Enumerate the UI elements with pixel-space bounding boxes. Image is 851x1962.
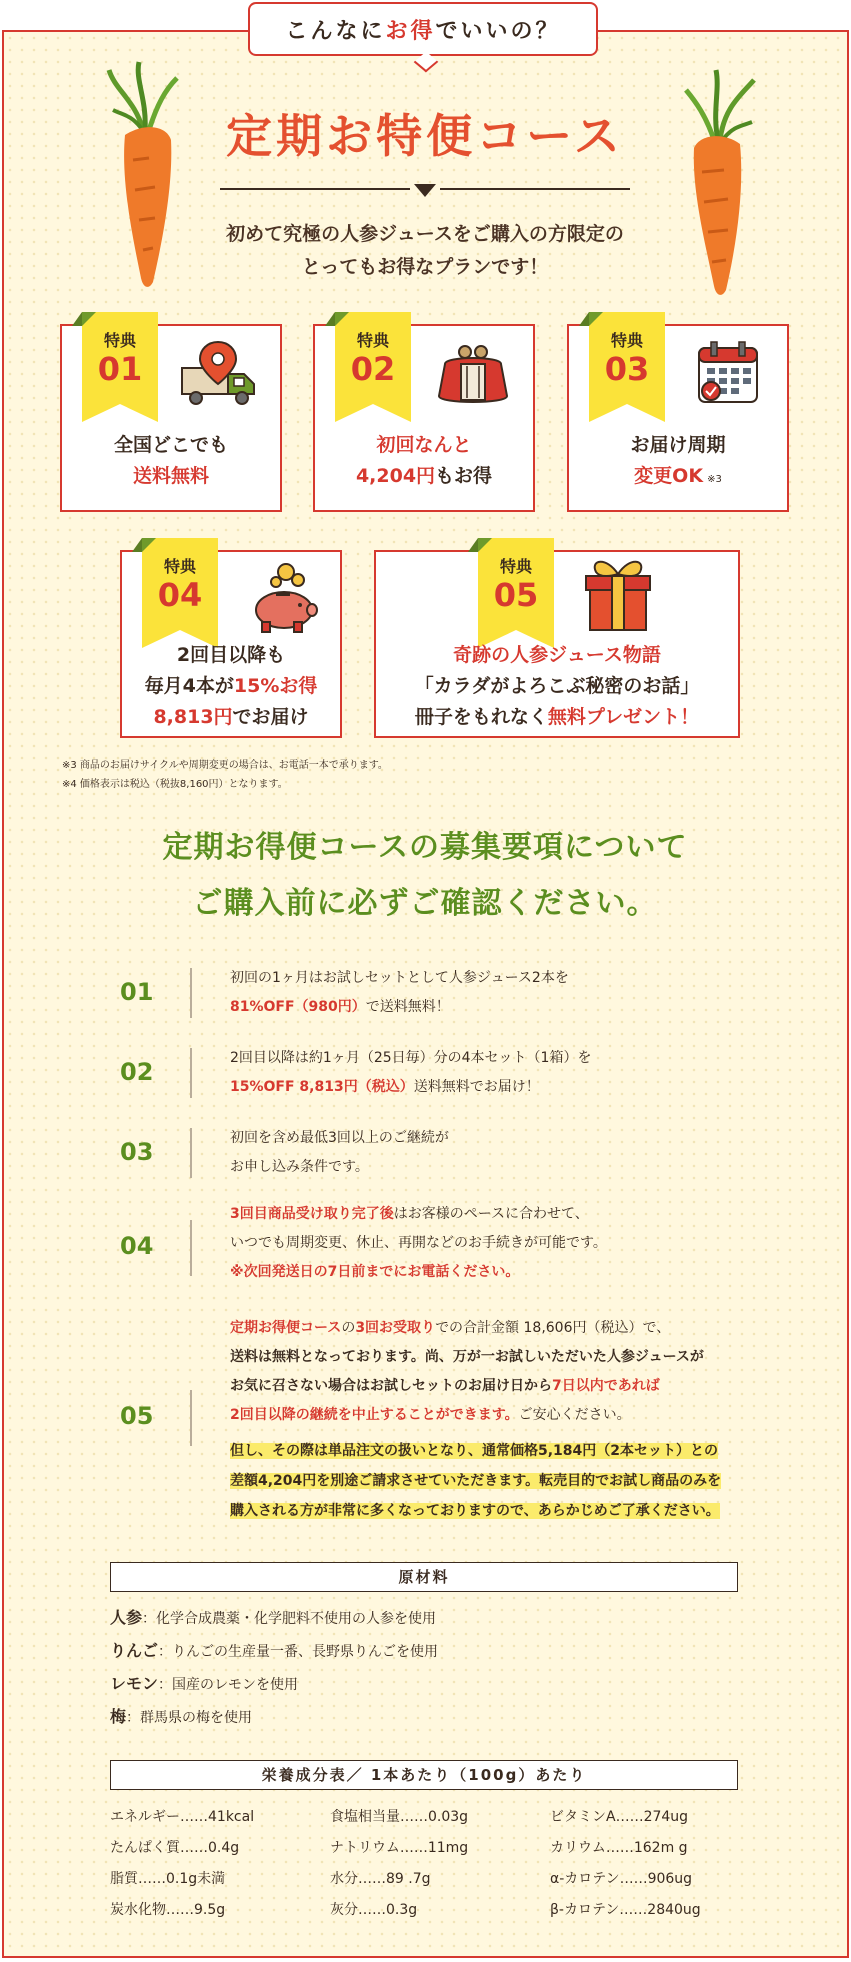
benefit-highlight: 送料無料 bbox=[132, 465, 209, 487]
condition-highlight: 3回お受取り bbox=[355, 1320, 436, 1336]
condition-line: お気に召さない場合はお試しセットのお届け日から bbox=[230, 1378, 552, 1394]
benefit-line-end: もお得 bbox=[435, 465, 493, 487]
ingredient-desc: ：国産のレモンを使用 bbox=[158, 1677, 299, 1693]
benefit-card-04 bbox=[120, 550, 342, 738]
ribbon-label: 特典 bbox=[103, 331, 136, 350]
subtitle-line-1: 初めて究極の人参ジュースをご購入の方限定の bbox=[226, 223, 624, 245]
benefit-highlight: 変更OK bbox=[634, 465, 704, 487]
ingredient-name: レモン bbox=[110, 1674, 159, 1693]
ribbon-number: 01 bbox=[97, 350, 143, 388]
benefit-card-05 bbox=[374, 550, 740, 738]
condition-01 bbox=[110, 964, 790, 1028]
benefit-highlight: 15%お得 bbox=[233, 675, 318, 697]
condition-highlight: 3回目商品受け取り完了後 bbox=[230, 1206, 394, 1222]
benefit-line: 冊子をもれなく bbox=[414, 706, 548, 728]
condition-line: の bbox=[341, 1320, 356, 1336]
condition-number: 05 bbox=[120, 1402, 154, 1430]
benefit-line: 初回なんと bbox=[376, 434, 472, 456]
course-title: 定期お特便コース bbox=[226, 109, 624, 163]
ribbon-number: 02 bbox=[350, 350, 396, 388]
bargain-bubble bbox=[248, 2, 598, 56]
nutrition-item: 灰分……0.3g bbox=[330, 1902, 418, 1918]
benefit-line: 「カラダがよろこぶ秘密のお話」 bbox=[414, 675, 700, 697]
ribbon-fold bbox=[142, 538, 156, 552]
ingredient-item bbox=[110, 1635, 438, 1668]
ingredient-item bbox=[110, 1602, 438, 1635]
nutrition-heading: 栄養成分表／ 1本あたり（100g）あたり bbox=[110, 1760, 738, 1790]
nutrition-item: 脂質……0.1g未満 bbox=[110, 1871, 226, 1887]
benefit-text bbox=[315, 430, 533, 492]
down-arrow-icon bbox=[414, 184, 436, 197]
benefit-card-01 bbox=[60, 324, 282, 512]
condition-04 bbox=[110, 1200, 790, 1292]
condition-text bbox=[230, 964, 790, 1022]
footnote-ref: ※3 bbox=[707, 474, 722, 485]
condition-number: 02 bbox=[120, 1058, 154, 1086]
condition-warning: 但し、その際は単品注文の扱いとなり、通常価格5,184円（2本セット）との bbox=[230, 1443, 719, 1459]
condition-text bbox=[230, 1124, 790, 1182]
benefit-highlight: 4,204円 bbox=[355, 465, 436, 487]
recruit-heading bbox=[100, 820, 750, 932]
benefit-highlight: 奇跡の人参ジュース物語 bbox=[453, 644, 661, 666]
title-rule-left bbox=[220, 188, 410, 190]
nutrition-item: ビタミンA……274ug bbox=[550, 1809, 689, 1825]
condition-divider bbox=[190, 1048, 192, 1098]
coin-purse-icon bbox=[435, 342, 511, 406]
ingredient-desc: ：りんごの生産量一番、長野県りんごを使用 bbox=[158, 1644, 439, 1660]
condition-line: で送料無料！ bbox=[365, 999, 450, 1015]
benefit-line: 2回目以降も bbox=[176, 644, 286, 666]
condition-warning: 購入される方が非常に多くなっておりますので、あらかじめご了承ください。 bbox=[230, 1503, 720, 1519]
nutrition-item: たんぱく質……0.4g bbox=[110, 1840, 240, 1856]
benefit-line: 全国どこでも bbox=[113, 434, 228, 456]
ingredient-item bbox=[110, 1701, 438, 1734]
condition-line: 2回目以降は約1ヶ月（25日毎）分の4本セット（1箱）を bbox=[230, 1050, 592, 1066]
recruit-heading-line-2: ご購入前に必ずご確認ください。 bbox=[192, 886, 658, 921]
benefit-highlight: 無料プレゼント！ bbox=[547, 706, 700, 728]
nutrition-item: エネルギー……41kcal bbox=[110, 1809, 255, 1825]
condition-line: はお客様のペースに合わせて、 bbox=[393, 1206, 589, 1222]
benefit-line: 毎月4本が bbox=[144, 675, 234, 697]
bubble-text: こんなに bbox=[285, 18, 386, 44]
ribbon-fold bbox=[478, 538, 492, 552]
bubble-text-end: でいいの？ bbox=[435, 18, 561, 44]
nutrition-item: 炭水化物……9.5g bbox=[110, 1902, 226, 1918]
footnote: ※4 価格表示は税込（税抜8,160円）となります。 bbox=[62, 779, 288, 790]
condition-line: 送料無料でお届け！ bbox=[413, 1079, 540, 1095]
condition-03 bbox=[110, 1124, 790, 1188]
title-rule-right bbox=[440, 188, 630, 190]
benefit-line: お届け周期 bbox=[630, 434, 726, 456]
ribbon-label: 特典 bbox=[610, 331, 643, 350]
nutrition-item: 水分……89 .7g bbox=[330, 1871, 431, 1887]
footnotes bbox=[62, 756, 388, 794]
nutrition-item: ナトリウム……11mg bbox=[330, 1840, 469, 1856]
nutrition-column-2 bbox=[330, 1802, 468, 1926]
condition-highlight: 15%OFF 8,813円（税込） bbox=[230, 1079, 414, 1095]
condition-highlight: 2回目以降の継続を中止することができます。 bbox=[230, 1407, 519, 1423]
condition-text bbox=[230, 1314, 790, 1526]
benefit-text bbox=[62, 430, 280, 492]
condition-line: 初回の1ヶ月はお試しセットとして人参ジュース2本を bbox=[230, 970, 569, 986]
piggy-bank-icon bbox=[246, 560, 320, 634]
ingredient-name: 人参 bbox=[110, 1608, 143, 1627]
ribbon-fold bbox=[82, 312, 96, 326]
ribbon-number: 04 bbox=[157, 576, 203, 614]
condition-highlight: 定期お得便コース bbox=[230, 1320, 342, 1336]
condition-divider bbox=[190, 968, 192, 1018]
benefit-card-03 bbox=[567, 324, 789, 512]
recruit-heading-line-1: 定期お得便コースの募集要項について bbox=[162, 830, 688, 865]
delivery-truck-icon bbox=[180, 340, 258, 408]
carrot-illustration-right bbox=[680, 68, 760, 298]
gift-box-icon bbox=[576, 552, 660, 636]
benefit-text bbox=[376, 640, 738, 733]
benefit-line-end: でお届け bbox=[232, 706, 309, 728]
bubble-highlight: お得 bbox=[385, 18, 436, 44]
ingredient-name: 梅 bbox=[110, 1707, 127, 1726]
condition-text bbox=[230, 1044, 790, 1102]
condition-line: 初回を含め最低3回以上のご継続が bbox=[230, 1130, 449, 1146]
subtitle-line-2: とってもお得なプランです！ bbox=[301, 256, 549, 278]
condition-divider bbox=[190, 1220, 192, 1276]
condition-highlight: 7日以内であれば bbox=[552, 1378, 660, 1394]
condition-line: お申し込み条件です。 bbox=[230, 1159, 369, 1175]
carrot-illustration-left bbox=[105, 60, 185, 290]
benefit-text bbox=[122, 640, 340, 733]
nutrition-column-1 bbox=[110, 1802, 254, 1926]
condition-02 bbox=[110, 1044, 790, 1108]
nutrition-item: カリウム……162m g bbox=[550, 1840, 688, 1856]
condition-warning: 差額4,204円を別途ご請求させていただきます。転売目的でお試し商品のみを bbox=[230, 1473, 722, 1489]
condition-number: 04 bbox=[120, 1232, 154, 1260]
course-subtitle bbox=[150, 218, 700, 284]
ingredient-desc: ：化学合成農薬・化学肥料不使用の人参を使用 bbox=[142, 1611, 437, 1627]
ingredients-list bbox=[110, 1602, 438, 1734]
condition-05 bbox=[110, 1314, 790, 1524]
ribbon-number: 05 bbox=[493, 576, 539, 614]
benefit-highlight: 8,813円 bbox=[153, 706, 233, 728]
ingredient-name: りんご bbox=[110, 1641, 159, 1660]
ribbon-label: 特典 bbox=[356, 331, 389, 350]
ribbon-fold bbox=[335, 312, 349, 326]
nutrition-item: 食塩相当量……0.03g bbox=[330, 1809, 469, 1825]
condition-number: 01 bbox=[120, 978, 154, 1006]
ingredient-desc: ：群馬県の梅を使用 bbox=[126, 1710, 253, 1726]
calendar-icon bbox=[693, 338, 763, 408]
nutrition-column-3 bbox=[550, 1802, 701, 1926]
nutrition-item: β-カロテン……2840ug bbox=[550, 1902, 701, 1918]
condition-number: 03 bbox=[120, 1138, 154, 1166]
benefit-text bbox=[569, 430, 787, 495]
condition-highlight: 81%OFF（980円） bbox=[230, 999, 366, 1015]
ribbon-number: 03 bbox=[604, 350, 650, 388]
condition-line: 送料は無料となっております。尚、万が一お試しいただいた人参ジュースが bbox=[230, 1349, 704, 1365]
ribbon-fold bbox=[589, 312, 603, 326]
condition-divider bbox=[190, 1390, 192, 1446]
condition-line: での合計金額 18,606円（税込）で、 bbox=[435, 1320, 671, 1336]
condition-highlight: ※次回発送日の7日前までにお電話ください。 bbox=[230, 1264, 520, 1280]
condition-divider bbox=[190, 1128, 192, 1178]
condition-line: いつでも周期変更、休止、再開などのお手続きが可能です。 bbox=[230, 1235, 607, 1251]
condition-line: ご安心ください。 bbox=[518, 1407, 631, 1423]
ingredients-heading: 原材料 bbox=[110, 1562, 738, 1592]
ribbon-label: 特典 bbox=[163, 557, 196, 576]
condition-text bbox=[230, 1200, 790, 1287]
footnote: ※3 商品のお届けサイクルや周期変更の場合は、お電話一本で承ります。 bbox=[62, 760, 388, 771]
ribbon-label: 特典 bbox=[499, 557, 532, 576]
nutrition-item: α-カロテン……906ug bbox=[550, 1871, 693, 1887]
ingredient-item bbox=[110, 1668, 438, 1701]
benefit-card-02 bbox=[313, 324, 535, 512]
